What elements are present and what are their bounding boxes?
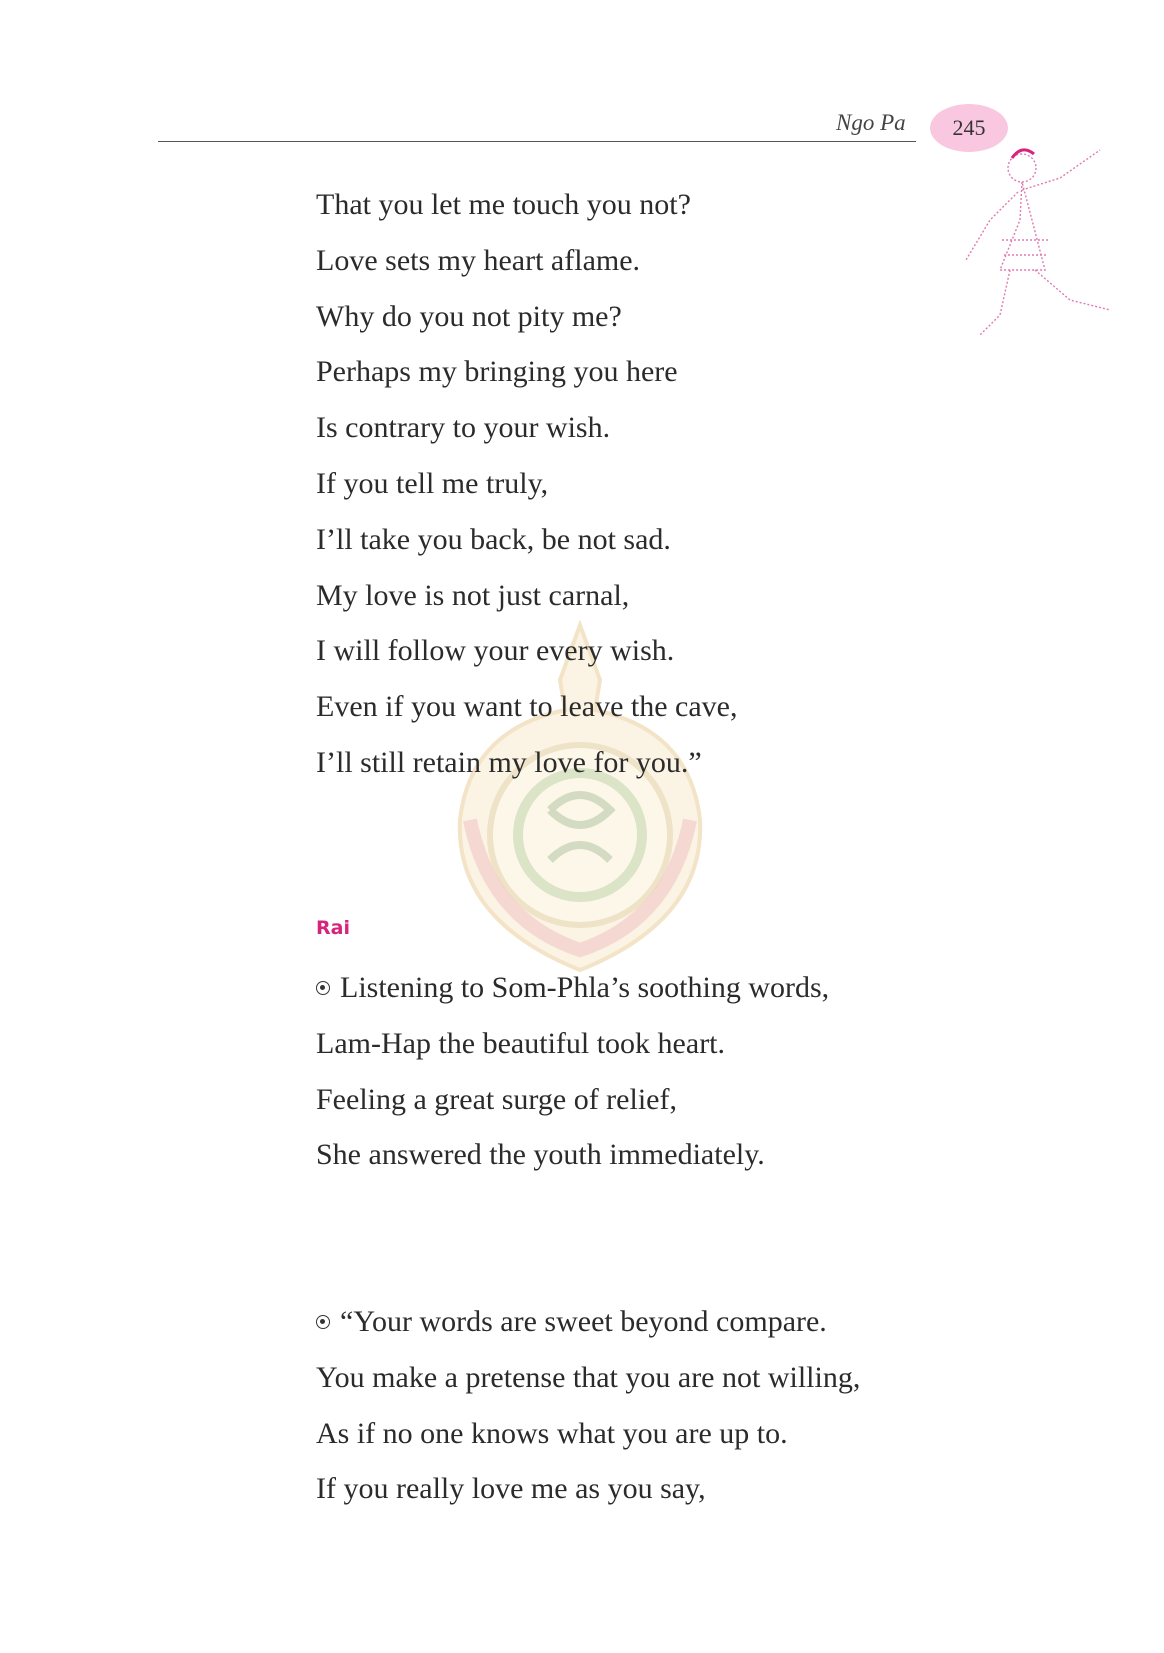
verse-line: Why do you not pity me? xyxy=(316,299,622,333)
verse-line: Perhaps my bringing you here xyxy=(316,355,678,389)
verse-line: If you really love me as you say, xyxy=(316,1472,706,1506)
page-number: 245 xyxy=(952,115,986,140)
verse-line: I’ll take you back, be not sad. xyxy=(316,522,671,556)
section-label: Rai xyxy=(316,917,350,939)
verse-line: As if no one knows what you are up to. xyxy=(316,1416,788,1450)
verse-line: You make a pretense that you are not willing, xyxy=(316,1360,861,1394)
bullet-icon xyxy=(316,981,330,995)
verse-line: She answered the youth immediately. xyxy=(316,1138,765,1172)
verse-line xyxy=(316,960,829,1016)
verse-block-2 xyxy=(316,960,829,1183)
verse-line: Lam-Hap the beautiful took heart. xyxy=(316,1026,726,1060)
verse-block-1 xyxy=(316,177,738,791)
verse-line: Is contrary to your wish. xyxy=(316,411,611,445)
verse-line: I’ll still retain my love for you.” xyxy=(316,745,702,779)
verse-line: My love is not just carnal, xyxy=(316,578,630,612)
running-title: Ngo Pa xyxy=(836,110,906,135)
verse-line: Love sets my heart aflame. xyxy=(316,243,641,277)
verse-line-text: Listening to Som-Phla’s soothing words, xyxy=(340,971,830,1004)
verse-line: If you tell me truly, xyxy=(316,466,549,500)
verse-line xyxy=(316,1294,860,1350)
verse-line: That you let me touch you not? xyxy=(316,188,691,221)
verse-block-3 xyxy=(316,1294,860,1517)
dancer-illustration xyxy=(960,140,1130,350)
bullet-icon xyxy=(316,1315,330,1329)
header-rule xyxy=(158,141,916,142)
verse-line-text: “Your words are sweet beyond compare. xyxy=(340,1305,827,1338)
verse-line: Feeling a great surge of relief, xyxy=(316,1082,677,1116)
verse-line: Even if you want to leave the cave, xyxy=(316,690,738,724)
verse-line: I will follow your every wish. xyxy=(316,634,675,668)
